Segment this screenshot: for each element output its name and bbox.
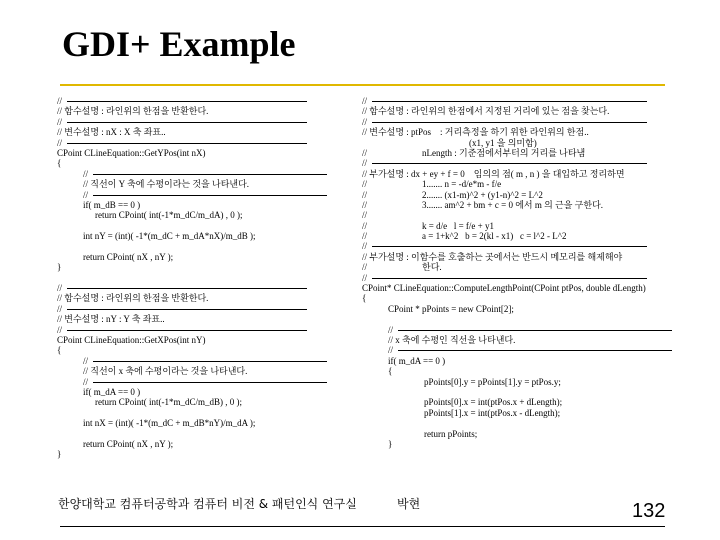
code-line: // <box>362 241 682 251</box>
code-line <box>57 241 357 251</box>
code-line: // nLength : 기준점에서부터의 거리를 나타냄 <box>362 147 586 158</box>
code-line: { <box>362 293 367 304</box>
code-line: // <box>57 325 357 335</box>
code-line: // 함수설명 : 라인위의 한점을 반환한다. <box>57 293 209 304</box>
comment-rule <box>67 122 307 123</box>
comment-rule <box>67 309 307 310</box>
code-line: pPoints[0].y = pPoints[1].y = ptPos.y; <box>424 376 561 387</box>
code-line: // <box>57 356 357 366</box>
code-line: CPoint* CLineEquation::ComputeLengthPoint(CPoint ptPos, double dLength) <box>362 283 646 294</box>
code-block-right <box>362 96 682 449</box>
code-line <box>362 314 682 324</box>
code-line: return CPoint( int(-1*m_dC/m_dA) , 0 ); <box>95 210 243 221</box>
comment-rule <box>93 361 327 362</box>
code-line: return pPoints; <box>424 428 478 439</box>
code-line: // <box>362 325 682 335</box>
code-line: // x 축에 수평인 직선을 나타낸다. <box>388 334 516 345</box>
code-line: // <box>362 158 682 168</box>
code-line: int nX = (int)( -1*(m_dC + m_dB*nY)/m_dA ); <box>83 418 256 429</box>
comment-rule <box>372 122 647 123</box>
code-line: // 부가설명 : 이함수를 호출하는 곳에서는 반드시 메모리를 해제해야 <box>362 251 623 262</box>
code-line: // a = 1+k^2 b = 2(kl - x1) c = l^2 - L^2 <box>362 231 567 242</box>
code-line: // <box>57 138 357 148</box>
footer-author: 박현 <box>397 497 421 511</box>
code-line: // 한다. <box>362 262 442 273</box>
comment-rule <box>372 163 647 164</box>
code-line: // 1....... n = -d/e*m - f/e <box>362 179 502 190</box>
code-line <box>57 408 357 418</box>
comment-rule <box>67 101 307 102</box>
code-line: } <box>388 438 393 449</box>
code-line <box>57 221 357 231</box>
code-line: // 직선이 x 축에 수평이라는 것을 나타낸다. <box>83 366 248 377</box>
code-line: // <box>57 283 357 293</box>
code-line: { <box>57 158 62 169</box>
footer-affiliation: 한양대학교 컴퓨터공학과 컴퓨터 비전 & 패턴인식 연구실 <box>58 497 357 511</box>
comment-rule <box>372 278 647 279</box>
code-line: // 직선이 Y 축에 수평이라는 것을 나타낸다. <box>83 179 250 190</box>
code-line: // <box>57 304 357 314</box>
code-line: // 3....... am^2 + bm + c = 0 에서 m 의 근을 구한다. <box>362 199 604 210</box>
code-line: // <box>362 210 368 221</box>
slide-title: GDI+ Example <box>62 24 296 64</box>
code-line: // 부가설명 : dx + ey + f = 0 임의의 점( m , n ) 을 대입하고 정리하면 <box>362 168 625 179</box>
code-line: (x1, y1 을 의미함) <box>469 137 537 148</box>
page-number: 132 <box>632 500 666 522</box>
code-line: if( m_dA == 0 ) <box>388 355 446 366</box>
comment-rule <box>67 288 307 289</box>
code-block-left <box>57 96 357 460</box>
code-line: int nY = (int)( -1*(m_dC + m_dA*nX)/m_dB ); <box>83 231 256 242</box>
code-line: // 변수설명 : ptPos : 거리측정을 하기 위한 라인위의 한점.. <box>362 127 589 138</box>
code-line: } <box>57 262 62 273</box>
code-line: return CPoint( nX , nY ); <box>83 438 174 449</box>
code-line: if( m_dA == 0 ) <box>83 386 141 397</box>
comment-rule <box>67 143 307 144</box>
code-line: pPoints[1].x = int(ptPos.x - dLength); <box>424 407 561 418</box>
code-line: // <box>362 273 682 283</box>
code-line: // 변수설명 : nY : Y 축 좌표.. <box>57 314 165 325</box>
comment-rule <box>93 382 327 383</box>
comment-rule <box>67 330 307 331</box>
comment-rule <box>398 330 672 331</box>
comment-rule <box>93 174 327 175</box>
code-line: if( m_dB == 0 ) <box>83 199 141 210</box>
code-line: return CPoint( int(-1*m_dC/m_dB) , 0 ); <box>95 397 242 408</box>
code-line: // k = d/e l = f/e + y1 <box>362 220 494 231</box>
code-line: // <box>362 96 682 106</box>
code-line: pPoints[0].x = int(ptPos.x + dLength); <box>424 397 563 408</box>
code-line: // 함수설명 : 라인위의 한점을 반환한다. <box>57 106 209 117</box>
code-line: // <box>57 377 357 387</box>
code-line: // <box>57 96 357 106</box>
code-line: CPoint CLineEquation::GetYPos(int nX) <box>57 147 206 158</box>
code-line: // 2....... (x1-m)^2 + (y1-n)^2 = L^2 <box>362 189 543 200</box>
code-line: CPoint CLineEquation::GetXPos(int nY) <box>57 334 206 345</box>
code-line: { <box>388 366 393 377</box>
code-line: CPoint * pPoints = new CPoint[2]; <box>388 303 514 314</box>
code-line: // 함수설명 : 라인위의 한점에서 지정된 거리에 있는 점을 찾는다. <box>362 106 610 117</box>
code-line: // <box>57 117 357 127</box>
footer-rule <box>60 526 665 527</box>
code-line: // <box>362 345 682 355</box>
comment-rule <box>372 101 647 102</box>
comment-rule <box>93 195 327 196</box>
comment-rule <box>398 350 672 351</box>
code-line <box>362 387 682 397</box>
code-line <box>362 418 682 428</box>
code-line: // <box>57 190 357 200</box>
code-line: // <box>362 117 682 127</box>
code-line <box>57 273 357 283</box>
code-line: { <box>57 345 62 356</box>
comment-rule <box>372 246 647 247</box>
code-line: // 변수설명 : nX : X 축 좌표.. <box>57 127 166 138</box>
code-line: } <box>57 449 62 460</box>
code-line: return CPoint( nX , nY ); <box>83 251 174 262</box>
code-line: // <box>57 169 357 179</box>
title-underline <box>60 84 665 86</box>
code-line <box>57 429 357 439</box>
